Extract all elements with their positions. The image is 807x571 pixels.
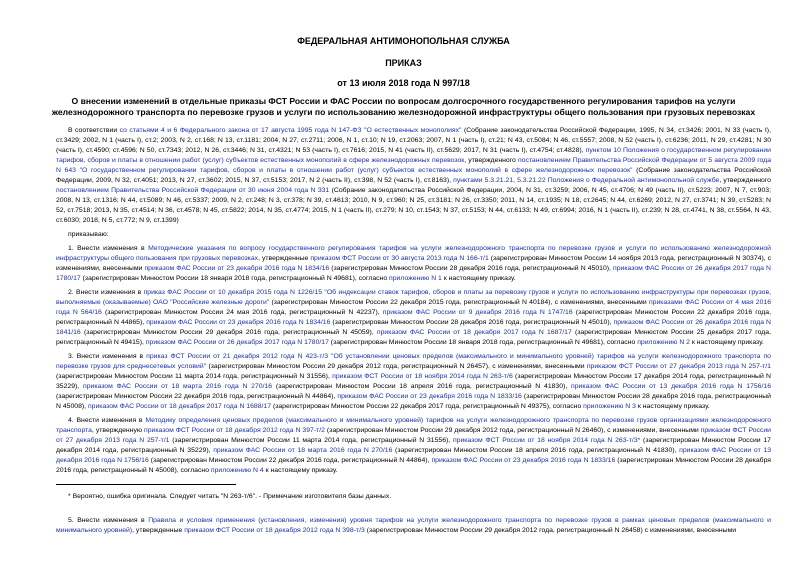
paragraph-2: 2. Внести изменения в приказ ФАС России от 10 декабря 2015 года N 1226/15 "Об индексации ставок тарифов, сборов и платы за перевозку грузов и услуги по использованию инфраструктуры при перевозках грузов, выполняемые (оказываемые) ОАО "Российские железные дороги" (зарегистрирован Минюстом России 22 декабря 2015 года, регистрационный N 40184), с изменениями, внесенными приказами ФАС России от 4 мая 2016 года N 564/16 (зарегистрирован Минюстом России 24 мая 2016 года, регистрационный N 42237), приказом ФАС России от 9 декабря 2016 года N 1747/16 (зарегистрирован Минюстом России 22 декабря 2016 года, регистрационный N 44865), приказом ФАС России от 23 декабря 2016 года N 1834/16 (зарегистрирован Минюстом России 28 декабря 2016 года, регистрационный N 45010), приказом ФАС России от 26 декабря 2016 года N 1841/16 (зарегистрирован Минюстом России 29 декабря 2016 года, регистрационный N 45059), приказом ФАС России от 18 декабря 2017 года N 1687/17 (зарегистрирован Минюстом России 25 декабря 2017 года, регистрационный N 49415), приказом ФАС России от 26 декабря 2017 года N 1780/17 (зарегистрирован Минюстом России 18 января 2018 года, регистрационный N 49681), согласно приложению N 2 к настоящему приказу. xyxy=(56,289,772,346)
paragraph-4: 4. Внести изменения в Методику определения ценовых пределов (максимального и минимального уровней) тарифов на услуги железнодорожного транспорта по перевозке грузов организациями железнодорожного транспорта, утвержденную приказом ФСТ России от 18 декабря 2012 года N 397-т/2 (зарегистрирован Минюстом России 29 декабря 2012 года, регистрационный N 26460), с изменениями, внесенными приказом ФСТ России от 27 декабря 2013 года N 257-т/1 (зарегистрирован Минюстом России 11 марта 2014 года, регистрационный N 31556), приказом ФСТ России от 18 ноября 2014 года N 263-т/3* (зарегистрирован Минюстом России 17 декабря 2014 года, регистрационный N 35229), приказом ФАС России от 18 марта 2016 года N 270/16 (зарегистрирован Минюстом России 18 апреля 2016 года, регистрационный N 41830), приказом ФАС России от 13 декабря 2016 года N 1756/16 (зарегистрирован Минюстом России 22 декабря 2016 года, регистрационный N 44864), приказом ФАС России от 23 декабря 2016 года N 1833/16 (зарегистрирован Минюстом России 28 декабря 2016 года, регистрационный N 45008), согласно приложению N 4 к настоящему приказу. xyxy=(56,417,772,474)
p3-link-1[interactable]: приказ ФСТ России от 21 декабря 2012 года N 423-т/3 "Об установлении ценовых пределов (максимального и минимального уровней) тарифов на услуги железнодорожного транспорта по перевозке грузов для среднесетевых условий" xyxy=(56,353,771,370)
p2-link-6[interactable]: приказом ФАС России от 18 декабря 2017 года N 1687/17 xyxy=(376,329,572,336)
p2-link-3[interactable]: приказом ФАС России от 9 декабря 2016 года N 1747/16 xyxy=(382,309,573,316)
p1-link-1[interactable]: Методические указания по вопросу государственного регулирования тарифов на услуги железнодорожного транспорта по перевозке грузов и услуги по использованию железнодорожной инфраструктуры общего пользования при грузовых перевозках xyxy=(56,245,771,262)
p5-link-2[interactable]: приказом ФСТ России от 18 декабря 2012 года N 398-т/3 xyxy=(184,527,365,534)
p1-link-2[interactable]: приказом ФСТ России от 30 августа 2013 года N 166-т/1 xyxy=(310,255,489,262)
law-link[interactable]: со статьями 4 и 6 Федерального закона от 17 августа 1995 года N 147-ФЗ "О естественных монополиях" xyxy=(119,127,462,134)
footnote-divider xyxy=(56,484,236,485)
paragraph-3: 3. Внести изменения в приказ ФСТ России от 21 декабря 2012 года N 423-т/3 "Об установлении ценовых пределов (максимального и минимального уровней) тарифов на услуги железнодорожного транспорта по перевозке грузов для среднесетевых условий" (зарегистрирован Минюстом России 29 декабря 2012 года, регистрационный N 26457), с изменениями, внесенными приказом ФСТ России от 27 декабря 2013 года N 257-т/1 (зарегистрирован Минюстом России 11 марта 2014 года, регистрационный N 31556), приказом ФСТ России от 18 ноября 2014 года N 263-т/6 (зарегистрирован Минюстом России 17 декабря 2014 года, регистрационный N 35229), приказом ФАС России от 18 марта 2016 года N 270/16 (зарегистрирован Минюстом России 18 апреля 2016 года, регистрационный N 41830), приказом ФАС России от 13 декабря 2016 года N 1756/16 (зарегистрирован Минюстом России 22 декабря 2016 года, регистрационный N 44864), приказом ФАС России от 23 декабря 2016 года N 1833/16 (зарегистрирован Минюстом России 28 декабря 2016 года, регистрационный N 45008), приказом ФАС России от 18 декабря 2017 года N 1688/17 (зарегистрирован Минюстом России 22 декабря 2017 года, регистрационный N 49375), согласно приложению N 3 к настоящему приказу. xyxy=(56,353,771,410)
p3-link-2[interactable]: приказом ФСТ России от 27 декабря 2013 года N 257-т/1 xyxy=(586,363,771,370)
document-date-number: от 13 июля 2018 года N 997/18 xyxy=(337,78,470,88)
order-word: приказываю: xyxy=(68,231,109,238)
p3-link-5[interactable]: приказом ФАС России от 13 декабря 2016 года N 1756/16 xyxy=(571,383,771,390)
p2-link-2[interactable]: приказами ФАС России от 4 мая 2016 года N 564/16 xyxy=(56,299,771,316)
p4-link-3[interactable]: приказом ФСТ России от 27 декабря 2013 года N 257-т/1 xyxy=(56,427,771,444)
p4-link-7[interactable]: приказом ФАС России от 23 декабря 2016 года N 1833/16 xyxy=(431,457,616,464)
p3-link-8[interactable]: приложению N 3 xyxy=(583,403,636,410)
resolution-link[interactable]: постановлением Правительства Российской Федерации от 5 августа 2009 года N 643 "О государственном регулировании тарифов, сборов и платы в отношении работ (услуг) субъектов естественных монополий в сфере железнодорожных перевозок" xyxy=(56,157,771,174)
fas-provisions-link[interactable]: пунктами 5.3.21.21, 5.3.21.22 Положения о Федеральной антимонопольной службе xyxy=(453,177,720,184)
p2-link-7[interactable]: приказом ФАС России от 26 декабря 2017 года N 1780/17 xyxy=(145,339,329,346)
p2-link-1[interactable]: приказ ФАС России от 10 декабря 2015 года N 1226/15 "Об индексации ставок тарифов, сборов и платы за перевозку грузов и услуги по использованию инфраструктуры при перевозках грузов, выполняемые (оказываемые) ОАО "Российские железные дороги" xyxy=(56,289,771,306)
p4-link-8[interactable]: приложению N 4 xyxy=(210,467,264,474)
p4-link-2[interactable]: приказом ФСТ России от 18 декабря 2012 года N 397-т/2 xyxy=(144,427,325,434)
footnote: * Вероятно, ошибка оригинала. Следует читать "N 263-т/6". - Примечание изготовителя базы данных. xyxy=(68,493,392,500)
paragraph-1: 1. Внести изменения в Методические указания по вопросу государственного регулирования тарифов на услуги железнодорожного транспорта по перевозке грузов и услуги по использованию железнодорожной инфраструктуры общего пользования при грузовых перевозках, утвержденные приказом ФСТ России от 30 августа 2013 года N 166-т/1 (зарегистрирован Минюстом России 14 ноября 2013 года, регистрационный N 30374), с изменениями, внесенными приказом ФАС России от 23 декабря 2016 года N 1834/16 (зарегистрирован Минюстом России 28 декабря 2016 года, регистрационный N 45010), приказом ФАС России от 26 декабря 2017 года N 1780/17 (зарегистрирован Минюстом России 18 января 2018 года, регистрационный N 49681), согласно приложению N 1 к настоящему приказу. xyxy=(56,245,772,282)
p2-link-5[interactable]: приказом ФАС России от 26 декабря 2016 года N 1841/16 xyxy=(56,319,771,336)
document-type: ПРИКАЗ xyxy=(385,58,422,68)
p3-link-6[interactable]: приказом ФАС России от 23 декабря 2016 года N 1833/16 xyxy=(337,393,522,400)
p3-link-4[interactable]: приказом ФАС России от 18 марта 2016 года N 270/16 xyxy=(83,383,273,390)
p1-link-5[interactable]: приложению N 1 xyxy=(389,275,442,282)
p3-link-7[interactable]: приказом ФАС России от 18 декабря 2017 года N 1688/17 xyxy=(87,403,272,410)
resolution-331-link[interactable]: постановлением Правительства Российской Федерации от 30 июня 2004 года N 331 xyxy=(56,187,330,194)
preamble-paragraph: В соответствии со статьями 4 и 6 Федерального закона от 17 августа 1995 года N 147-ФЗ "О естественных монополиях" (Собрание законодательства Российской Федерации, 1995, N 34, ст.3426; 2001, N 33 (часть I), ст.3429; 2002, N 1 (часть I), ст.2; 2003, N 2, ст.168; N 13, ст.1181; 2004, N 27, ст.2711; 2006, N 1, ст.10; N 19, ст.2063; 2007, N 1 (часть I), ст.21; N 43, ст.5084; N 46, ст.5557; 2008, N 52 (часть I), ст.6236; 2011, N 29, ст.4281; N 30 (часть I), ст.4590; ст.4596; N 50, ст.7343; 2012, N 26, ст.3446; N 31, ст.4321; N 53 (часть I), ст.7616; 2015, N 41 (часть II), ст.5629; 2017, N 31 (часть I), ст.4754; ст.4828), пунктом 10 Положения о государственном регулировании тарифов, сборов и платы в отношении работ (услуг) субъектов естественных монополий в сфере железнодорожных перевозок, утвержденного постановлением Правительства Российской Федерации от 5 августа 2009 года N 643 "О государственном регулировании тарифов, сборов и платы в отношении работ (услуг) субъектов естественных монополий в сфере железнодорожных перевозок" (Собрание законодательства Российской Федерации, 2009, N 32, ст.4051; 2013, N 27, ст.3602; 2015, N 37, ст.5153; 2017, N 2 (часть II), ст.398, N 52 (часть I), ст.8163), пунктами 5.3.21.21, 5.3.21.22 Положения о Федеральной антимонопольной службе, утвержденного постановлением Правительства Российской Федерации от 30 июня 2004 года N 331 (Собрание законодательства Российской Федерации, 2004, N 31, ст.3259; 2006, N 45, ст.4706; N 49 (часть II), ст.5223; 2007, N 7, ст.903; 2008, N 13, ст.1316; N 44, ст.5089; N 46, ст.5337; 2009, N 2, ст.248; N 3, ст.378; N 39, ст.4613; 2010, N 9, ст.960; N 25, ст.3181; N 26, ст.3350; 2011, N 14, ст.1935; N 18, ст.2645; N 44, ст.6269; 2012, N 27, ст.3741; N 39, ст.5283; N 52, ст.7518; 2013, N 35, ст.4514; N 36, ст.4578; N 45, ст.5822; 2014, N 35, ст.4774; 2015, N 1 (часть II), ст.279; N 10, ст.1543; N 37, ст.5153; N 44, ст.6133; N 49, ст.6994; 2016, N 1 (часть II), ст.239; N 28, ст.4741, N 38, ст.5564, N 43, ст.6030; 2018, N 5, ст.772; N 9, ст.1399) xyxy=(56,127,771,224)
p2-link-4[interactable]: приказом ФАС России от 23 декабря 2016 года N 1834/16 xyxy=(146,319,331,326)
p1-link-4[interactable]: приказом ФАС России от 26 декабря 2017 года N 1780/17 xyxy=(56,265,771,282)
paragraph-5: 5. Внести изменения в Правила и условия применения (установления, изменения) уровня тарифов на услуги железнодорожного транспорта по перевозке грузов в рамках ценовых пределов (максимального и минимального уровней), утвержденные приказом ФСТ России от 18 декабря 2012 года N 398-т/3 (зарегистрирован Минюстом России 29 декабря 2012 года, регистрационный N 26458) с изменениями, внесенными xyxy=(56,517,771,534)
document-body xyxy=(56,126,771,480)
p4-link-1[interactable]: Методику определения ценовых пределов (максимального и минимального уровней) тарифов на услуги железнодорожного транспорта по перевозке грузов организациями железнодорожного транспорта xyxy=(56,417,771,434)
regulation-link[interactable]: пунктом 10 Положения о государственном регулировании тарифов, сборов и платы в отношении работ (услуг) субъектов естественных монополий в сфере железнодорожных перевозок xyxy=(56,147,771,164)
p4-link-6[interactable]: приказом ФАС России от 13 декабря 2016 года N 1756/16 xyxy=(56,447,771,464)
p5-link-1[interactable]: Правила и условия применения (установления, изменения) уровня тарифов на услуги железнодорожного транспорта по перевозке грузов в рамках ценовых пределов (максимального и минимального уровней) xyxy=(56,517,771,534)
agency-name: ФЕДЕРАЛЬНАЯ АНТИМОНОПОЛЬНАЯ СЛУЖБА xyxy=(297,36,510,46)
p3-link-3[interactable]: приказом ФСТ России от 18 ноября 2014 года N 263-т/6 xyxy=(332,373,513,380)
p1-link-3[interactable]: приказом ФАС России от 23 декабря 2016 года N 1834/16 xyxy=(144,265,330,272)
p4-link-4[interactable]: приказом ФСТ России от 18 ноября 2014 года N 263-т/3* xyxy=(452,437,641,444)
p4-link-5[interactable]: приказом ФАС России от 18 марта 2016 года N 270/16 xyxy=(213,447,393,454)
document-body-continued xyxy=(56,516,771,540)
document-title: О внесении изменений в отдельные приказы ФСТ России и ФАС России по вопросам долгосрочного государственного регулирования тарифов на услуги железнодорожного транспорта по перевозке грузов и услуги по использованию железнодорожной инфраструктуры общего пользования при грузовых перевозках xyxy=(51,96,756,117)
p2-link-8[interactable]: приложению N 2 xyxy=(637,339,690,346)
